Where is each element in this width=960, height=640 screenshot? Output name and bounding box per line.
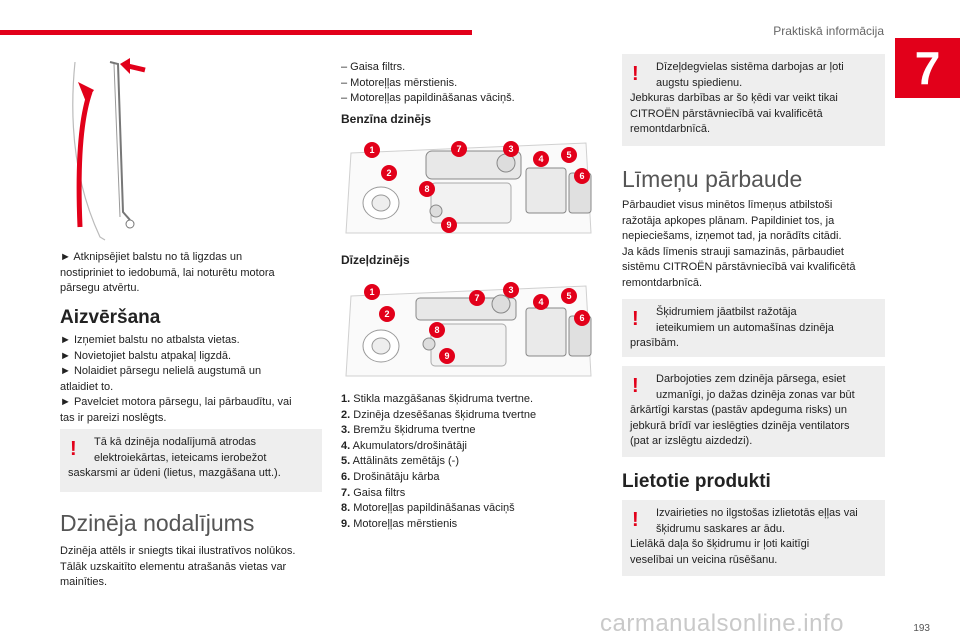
callout-8: 8	[419, 181, 435, 197]
legend-item: 5. Attālināts zemētājs (-)	[341, 455, 460, 468]
page-number: 193	[913, 623, 930, 634]
callout-1: 1	[364, 142, 380, 158]
legend-item: 1. Stikla mazgāšanas šķidruma tvertne.	[341, 393, 533, 405]
section-header: Praktiskā informācija	[773, 24, 884, 38]
bay-list: – Gaisa filtrs. – Motoreļļas mērstienis. – Motoreļļas papildināšanas vāciņš.	[341, 61, 515, 105]
callout-5: 5	[561, 288, 577, 304]
header-red-bar	[0, 30, 472, 35]
callout-6: 6	[574, 310, 590, 326]
bonnet-instruction: ► Atknipsējiet balstu no tā ligzdas un nostipriniet to iedobumā, lai noturētu motora pārsegu atvērtu.	[60, 251, 275, 295]
closing-steps: ► Izņemiet balstu no atbalsta vietas. ► Novietojiet balstu atpakaļ ligzdā. ► Nolaidiet pārsegu nelielā augstumā un atlaidiet to. ► Pavelciet motora pārsegu, lai pārbaudītu, vai tas ir pareizi noslēgts.	[60, 334, 292, 424]
callout-2: 2	[381, 165, 397, 181]
bonnet-strut-illustration	[60, 52, 160, 242]
callout-9: 9	[439, 348, 455, 364]
callout-2: 2	[379, 306, 395, 322]
callout-4: 4	[533, 151, 549, 167]
warning-icon: !	[632, 375, 639, 397]
water-warning-box: ! Tā kā dzinēja nodalījumā atrodas elektroiekārtas, ieteicams ierobežot saskarsmi ar ūdeni (lietus, mazgāšana utt.).	[60, 429, 322, 492]
callout-7: 7	[469, 290, 485, 306]
callout-7: 7	[451, 141, 467, 157]
levels-text: Pārbaudiet visus minētos līmeņus atbilstoši ražotāja apkopes plānam. Papildiniet tos, ja nepieciešams, izņemot tad, ja norādīts citādi. Ja kāds līmenis strauji samazinās, pārbaudiet sistēmu CITROËN pārstāvniecībā vai kvalificētā remontdarbnīcā.	[622, 199, 856, 289]
callout-1: 1	[364, 284, 380, 300]
legend-item: 3. Bremžu šķidruma tvertne	[341, 424, 476, 437]
callout-9: 9	[441, 217, 457, 233]
petrol-engine-title: Benzīna dzinējs	[341, 112, 432, 126]
legend-item: 4. Akumulators/drošinātāji	[341, 439, 467, 452]
chapter-badge: 7	[895, 38, 960, 98]
closing-title: Aizvēršana	[60, 307, 161, 328]
petrol-engine-diagram	[341, 133, 597, 241]
watermark: carmanualsonline.info	[600, 610, 844, 637]
fluids-warning-box: ! Šķidrumiem jāatbilst ražotāja ieteikumiem un automašīnas dzinēja prasībām.	[622, 299, 885, 357]
warning-icon: !	[632, 509, 639, 531]
warning-icon: !	[632, 308, 639, 330]
legend-item: 8. Motoreļļas papildināšanas vāciņš	[341, 502, 515, 515]
legend-item: 6. Drošinātāju kārba	[341, 470, 440, 483]
callout-3: 3	[503, 282, 519, 298]
component-legend	[341, 392, 611, 532]
callout-4: 4	[533, 294, 549, 310]
products-warning-box: ! Izvairieties no ilgstošas izlietotās eļļas vai šķidrumu saskares ar ādu. Lielākā daļa šo šķidrumu ir ļoti kaitīgi veselībai un veicina rūsēšanu.	[622, 500, 885, 576]
warning-icon: !	[70, 438, 77, 460]
legend-item: 9. Motoreļļas mērstienis	[341, 517, 458, 530]
legend-item: 2. Dzinēja dzesēšanas šķidruma tvertne	[341, 408, 537, 421]
diesel-engine-diagram	[341, 276, 597, 384]
warning-icon: !	[632, 63, 639, 85]
levels-title: Līmeņu pārbaude	[622, 166, 803, 192]
hot-engine-warning-box: ! Darbojoties zem dzinēja pārsega, esiet uzmanīgi, jo dažas dzinēja zonas var būt ārkārtīgi karstas (pastāv apdeguma risks) un jebkurā brīdī var ieslēgties dzinēja ventilators (pat ar izslēgtu aizdedzi).	[622, 366, 885, 457]
legend-item: 7. Gaisa filtrs	[341, 486, 406, 499]
callout-5: 5	[561, 147, 577, 163]
engine-bay-title: Dzinēja nodalījums	[60, 510, 255, 536]
products-title: Lietotie produkti	[622, 471, 771, 492]
callout-3: 3	[503, 141, 519, 157]
engine-bay-text: Dzinēja attēls ir sniegts tikai ilustratīvos nolūkos. Tālāk uzskaitīto elementu atrašanās vietas var mainīties.	[60, 545, 296, 589]
callout-6: 6	[574, 168, 590, 184]
diesel-engine-title: Dīzeļdzinējs	[341, 253, 410, 267]
callout-8: 8	[429, 322, 445, 338]
diesel-pressure-warning-box: ! Dīzeļdegvielas sistēma darbojas ar ļoti augstu spiedienu. Jebkuras darbības ar šo ķēdi var veikt tikai CITROËN pārstāvniecībā vai kvalificētā remontdarbnīcā.	[622, 54, 885, 146]
